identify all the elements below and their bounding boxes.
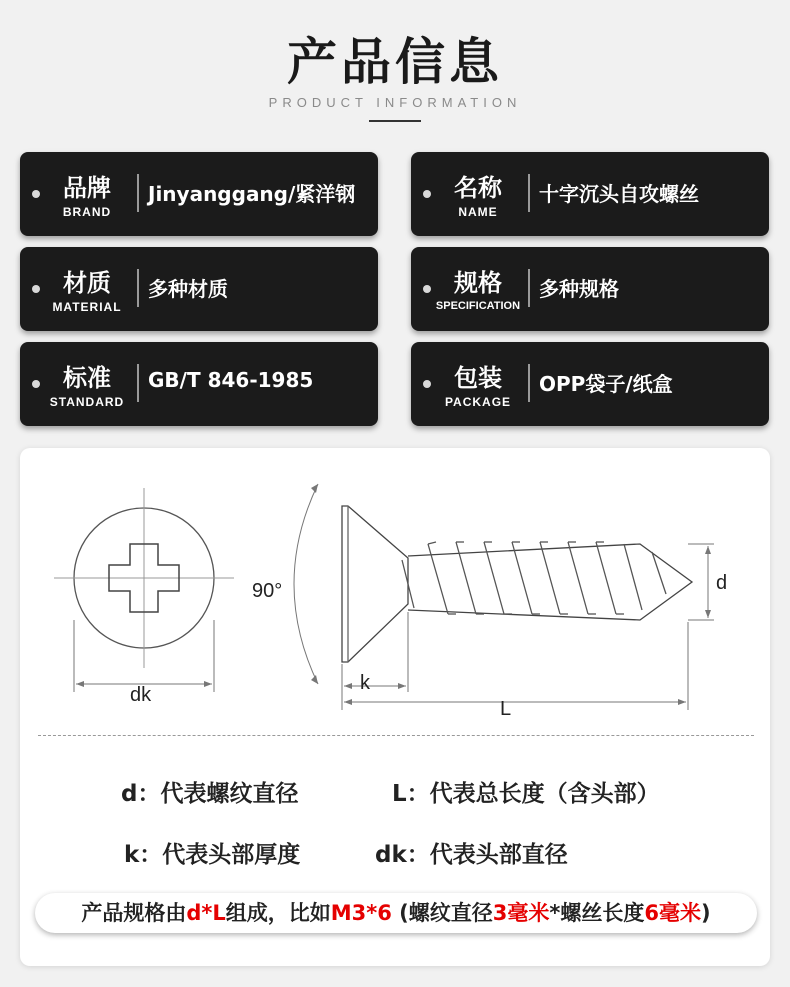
note-highlight: 3毫米 xyxy=(492,901,550,925)
legend-d: d：代表螺纹直径 xyxy=(121,781,299,807)
spec-card-package xyxy=(411,342,769,426)
legend-dk: dk：代表头部直径 xyxy=(375,842,568,868)
spec-label-zh: 规格 xyxy=(454,269,502,297)
spec-label-zh: 标准 xyxy=(63,364,111,392)
spec-separator xyxy=(528,174,530,212)
dimension-label-k: k xyxy=(360,672,370,694)
spec-label-zh: 材质 xyxy=(63,269,111,297)
spec-label-zh: 名称 xyxy=(454,174,502,202)
spec-separator xyxy=(137,269,139,307)
spec-value: 多种材质 xyxy=(148,277,228,301)
dimension-panel xyxy=(20,448,770,966)
legend-k: k：代表头部厚度 xyxy=(124,842,301,868)
note-text: 产品规格由 xyxy=(81,901,187,925)
spec-separator xyxy=(137,174,139,212)
page-subtitle: PRODUCT INFORMATION xyxy=(268,95,522,110)
spec-separator xyxy=(528,269,530,307)
spec-note xyxy=(35,893,757,933)
page-title: 产品信息 xyxy=(287,33,503,91)
spec-value: OPP袋子/纸盒 xyxy=(539,372,673,396)
spec-value: Jinyanggang/紧洋钢 xyxy=(148,182,356,206)
spec-label-en: BRAND xyxy=(62,205,112,219)
dimension-label-L: L xyxy=(500,698,512,720)
spec-label-en: MATERIAL xyxy=(52,300,122,314)
note-text: (螺纹直径 xyxy=(391,901,493,925)
spec-label-zh: 包装 xyxy=(454,364,502,392)
dashed-divider xyxy=(38,735,754,736)
spec-card-name xyxy=(411,152,769,236)
spec-value: GB/T 846-1985 xyxy=(148,368,314,392)
title-divider xyxy=(369,120,421,122)
note-highlight: 6毫米 xyxy=(644,901,702,925)
note-text: *螺丝长度 xyxy=(549,901,645,925)
spec-label-zh: 品牌 xyxy=(63,174,111,202)
spec-label-en: SPECIFICATION xyxy=(435,300,521,312)
note-text: ) xyxy=(701,901,711,925)
spec-card-brand xyxy=(20,152,378,236)
spec-card-standard xyxy=(20,342,378,426)
dimension-label-d: d xyxy=(716,572,728,594)
note-highlight: d*L xyxy=(186,901,226,925)
spec-label-en: NAME xyxy=(458,205,498,219)
legend-L: L：代表总长度（含头部） xyxy=(392,781,660,807)
dimension-label-dk: dk xyxy=(130,684,152,706)
spec-label-en: PACKAGE xyxy=(444,395,512,409)
spec-label-en: STANDARD xyxy=(49,395,125,409)
note-highlight: M3*6 xyxy=(330,901,392,925)
note-text: 组成，比如 xyxy=(225,901,331,925)
spec-value: 多种规格 xyxy=(539,277,619,301)
screw-head-side xyxy=(342,506,408,662)
spec-separator xyxy=(137,364,139,402)
spec-card-material xyxy=(20,247,378,331)
spec-value: 十字沉头自攻螺丝 xyxy=(539,182,699,206)
angle-label: 90° xyxy=(252,580,283,602)
spec-separator xyxy=(528,364,530,402)
spec-card-specification xyxy=(411,247,769,331)
